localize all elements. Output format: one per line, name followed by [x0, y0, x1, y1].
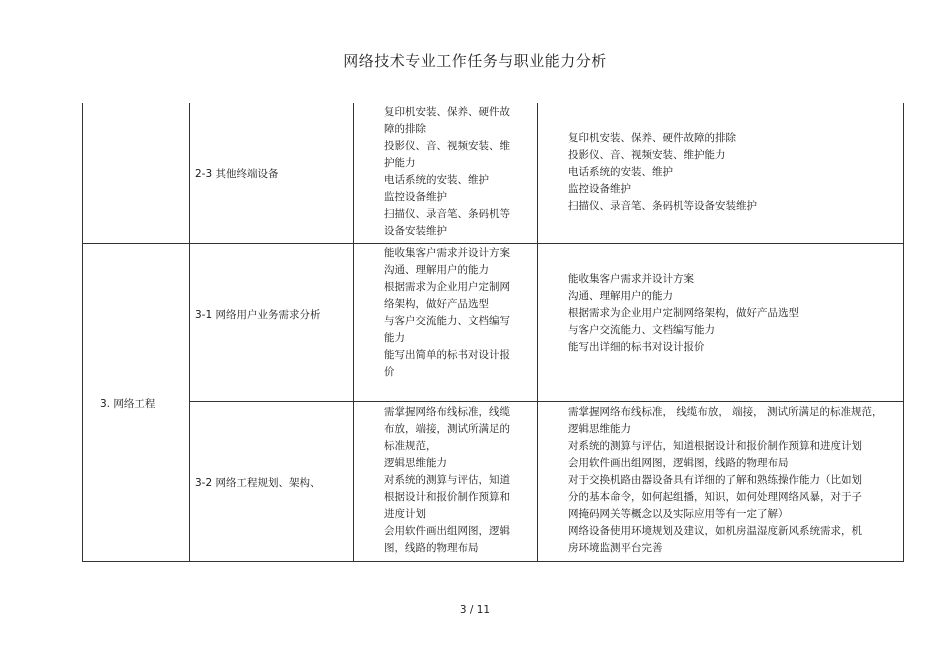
page-number: 3 / 11	[459, 604, 491, 616]
detail-line: 根据需求为企业用户定制网络架构，做好产品选型	[568, 307, 799, 319]
ability-line: 需掌握网络布线标准，线缆	[384, 406, 510, 418]
table-border-right	[903, 103, 904, 561]
document-title: 网络技术专业工作任务与职业能力分析	[343, 52, 607, 70]
ability-cell	[384, 104, 510, 240]
detail-line: 监控设备维护	[568, 183, 631, 195]
detail-cell	[568, 130, 757, 215]
task-label: 2-3 其他终端设备	[195, 168, 279, 180]
ability-line: 能收集客户需求并设计方案	[384, 247, 510, 259]
ability-line: 能写出简单的标书对设计报	[384, 349, 510, 361]
table-border-left	[82, 103, 83, 561]
ability-cell	[384, 245, 510, 381]
ability-line: 进度计划	[384, 508, 426, 520]
ability-line: 根据需求为企业用户定制网	[384, 281, 510, 293]
ability-line: 能力	[384, 332, 405, 344]
task-label: 3-2 网络工程规划、架构、	[195, 477, 321, 489]
ability-cell	[384, 404, 510, 557]
ability-line: 投影仪、音、视频安装、维	[384, 140, 510, 152]
ability-line: 图，线路的物理布局	[384, 542, 479, 554]
table-divider-col2	[353, 103, 354, 561]
task-label: 3-1 网络用户业务需求分析	[195, 309, 321, 321]
detail-line: 对系统的测算与评估，知道根据设计和报价制作预算和进度计划	[568, 440, 862, 452]
table-row-divider-2	[189, 401, 904, 402]
detail-line: 与客户交流能力、文档编写能力	[568, 324, 715, 336]
table-border-bottom	[82, 561, 904, 562]
detail-line: 沟通、理解用户的能力	[568, 290, 673, 302]
ability-line: 逻辑思维能力	[384, 457, 447, 469]
ability-line: 对系统的测算与评估，知道	[384, 474, 510, 486]
ability-line: 络架构，做好产品选型	[384, 298, 489, 310]
ability-line: 障的排除	[384, 123, 426, 135]
ability-line: 标准规范，	[384, 440, 437, 452]
detail-line: 逻辑思维能力	[568, 423, 631, 435]
category-label: 3. 网络工程	[100, 398, 156, 410]
detail-line: 网络设备使用环境规划及建议，如机房温湿度新风系统需求，机	[568, 525, 862, 537]
ability-line: 复印机安装、保养、硬件故	[384, 106, 510, 118]
detail-line: 需掌握网络布线标准， 线缆布放， 端接， 测试所满足的标准规范，	[568, 406, 883, 418]
ability-line: 会用软件画出组网图，逻辑	[384, 525, 510, 537]
detail-line: 扫描仪、录音笔、条码机等设备安装维护	[568, 200, 757, 212]
ability-line: 扫描仪、录音笔、条码机等	[384, 208, 510, 220]
table-divider-col1	[189, 103, 190, 561]
ability-line: 护能力	[384, 157, 416, 169]
ability-line: 电话系统的安装、维护	[384, 174, 489, 186]
detail-line: 分的基本命令，如何起组播，知识，如何处理网络风暴，对于子	[568, 491, 862, 503]
detail-line: 对于交换机路由器设备具有详细的了解和熟练操作能力（比如划	[568, 474, 862, 486]
table-divider-col3	[537, 103, 538, 561]
ability-line: 设备安装维护	[384, 225, 447, 237]
detail-line: 能写出详细的标书对设计报价	[568, 341, 705, 353]
detail-line: 投影仪、音、视频安装、维护能力	[568, 149, 726, 161]
detail-cell	[568, 404, 883, 557]
table-row-divider-1	[82, 243, 904, 244]
ability-line: 价	[384, 366, 395, 378]
detail-line: 房环境监测平台完善	[568, 542, 663, 554]
detail-line: 电话系统的安装、维护	[568, 166, 673, 178]
ability-line: 沟通、理解用户的能力	[384, 264, 489, 276]
ability-line: 根据设计和报价制作预算和	[384, 491, 510, 503]
detail-line: 会用软件画出组网图，逻辑图，线路的物理布局	[568, 457, 789, 469]
detail-cell	[568, 271, 799, 356]
ability-line: 布放，端接，测试所满足的	[384, 423, 510, 435]
ability-line: 监控设备维护	[384, 191, 447, 203]
detail-line: 能收集客户需求并设计方案	[568, 273, 694, 285]
detail-line: 复印机安装、保养、硬件故障的排除	[568, 132, 736, 144]
ability-line: 与客户交流能力、文档编写	[384, 315, 510, 327]
detail-line: 网掩码网关等概念以及实际应用等有一定了解）	[568, 508, 789, 520]
